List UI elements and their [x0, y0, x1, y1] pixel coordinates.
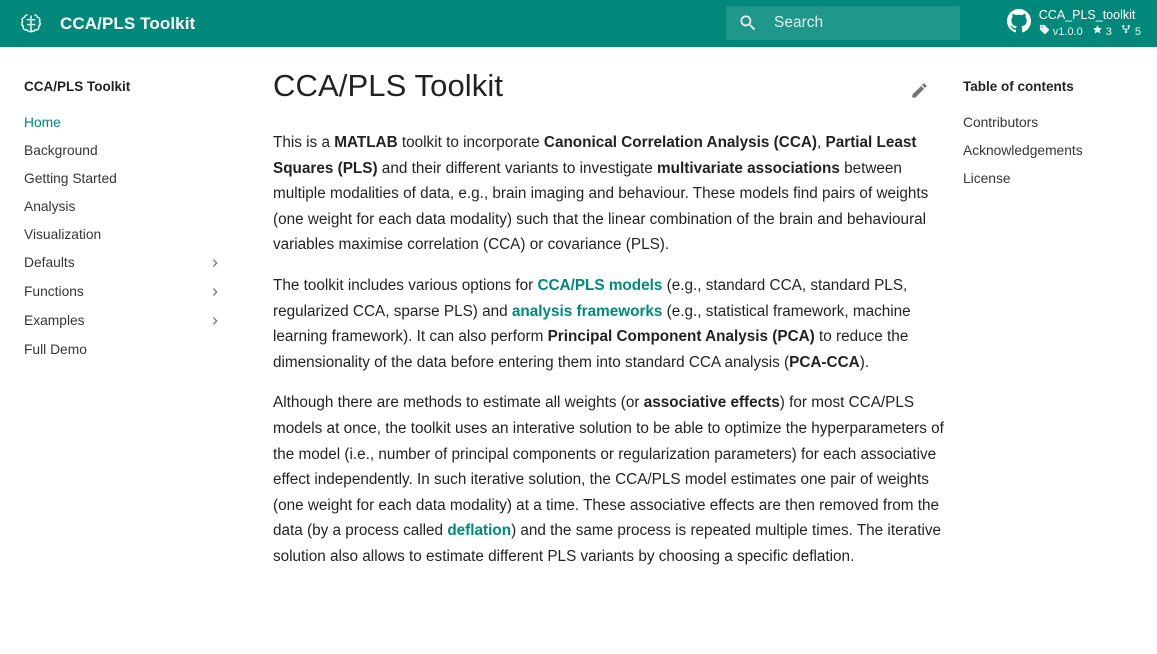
sidebar-item-label: Home: [24, 114, 61, 130]
pencil-edit-icon[interactable]: [910, 81, 929, 105]
repo-version: [1039, 24, 1083, 39]
repo-version-label: v1.0.0: [1052, 25, 1083, 38]
sidebar-item-label: Analysis: [24, 198, 76, 214]
chevron-right-icon[interactable]: [207, 313, 223, 329]
site-header: [0, 0, 1157, 47]
sidebar-item-label: Examples: [24, 313, 85, 328]
sidebar-item-examples[interactable]: [24, 306, 249, 335]
repo-name: CCA_PLS_toolkit: [1038, 8, 1136, 22]
emphasis-text: Partial Least Squares (PLS): [273, 134, 917, 177]
text-run: (e.g., statistical framework, machine learning framework). It can also perform: [273, 302, 911, 346]
text-run: between multiple modalities of data, e.g., brain imaging and behaviour. These models find pairs of weights (one weight for each data modality) such that the linear combination of the brain and behavioural variables maximise correlation (CCA) or covariance (PLS).: [273, 159, 929, 254]
fork-icon: [1121, 24, 1132, 39]
sidebar-item-full-demo[interactable]: [24, 335, 249, 363]
tag-icon: [1039, 24, 1050, 39]
repo-stars: [1092, 24, 1112, 39]
emphasis-text: associative effects: [643, 394, 780, 412]
page-title: CCA/PLS Toolkit: [273, 68, 504, 103]
sidebar-item-home[interactable]: [24, 108, 249, 136]
article-body: [273, 130, 949, 570]
paragraph: [273, 390, 949, 569]
text-run: to reduce the dimensionality of the data before entering them into standard CCA analysis (: [273, 328, 909, 371]
inline-link[interactable]: CCA/PLS models: [537, 276, 663, 294]
sidebar-item-defaults[interactable]: [24, 248, 249, 277]
emphasis-text: Principal Component Analysis (PCA): [547, 328, 815, 346]
inline-link[interactable]: deflation: [447, 522, 512, 540]
paragraph: [273, 130, 949, 258]
toc-list: [963, 108, 1139, 192]
primary-navigation: [0, 61, 249, 654]
sidebar-item-label: Getting Started: [24, 170, 117, 186]
main-content: [249, 61, 949, 654]
chevron-right-icon[interactable]: [207, 284, 223, 300]
github-icon: [1007, 9, 1031, 38]
page-title-row: [273, 61, 949, 130]
nav-title: CCA/PLS Toolkit: [24, 79, 131, 94]
sidebar-item-label: Full Demo: [24, 341, 87, 357]
text-run: ) and the same process is repeated multiple times. The iterative solution also allows to estimate different PLS variants by choosing a specific deflation.: [273, 522, 941, 565]
repo-link[interactable]: [1007, 7, 1141, 39]
sidebar-item-label: Background: [24, 142, 98, 158]
emphasis-text: multivariate associations: [657, 159, 840, 177]
text-run: and their different variants to investigate: [377, 159, 658, 177]
sidebar-item-label: Visualization: [24, 226, 102, 242]
page-body: [0, 47, 1157, 654]
text-run: This is a: [273, 134, 335, 151]
repo-stars-count: 3: [1105, 25, 1112, 38]
search-box[interactable]: [726, 6, 960, 40]
sidebar-item-visualization[interactable]: [24, 220, 249, 248]
emphasis-text: Canonical Correlation Analysis (CCA): [543, 134, 818, 151]
text-run: (e.g., standard CCA, standard PLS, regularized CCA, sparse PLS) and: [273, 276, 908, 320]
text-run: toolkit to incorporate: [397, 134, 544, 151]
text-run: ) for most CCA/PLS models at once, the toolkit uses an interative solution to be able to optimize the hyperparameters of the model (i.e., number of principal components or regularization parameters) for each associative effect independently. In such iterative solution, the CCA/PLS model estimates one pair of weights (one weight for each data modality) at a time. These associative effects are then removed from the data (by a process called: [273, 394, 944, 540]
text-run: ,: [817, 134, 826, 151]
repo-stats: [1039, 24, 1141, 39]
site-title: CCA/PLS Toolkit: [60, 13, 196, 33]
sidebar-item-functions[interactable]: [24, 277, 249, 306]
inline-link[interactable]: analysis frameworks: [511, 302, 663, 320]
toc-title: Table of contents: [963, 79, 1074, 94]
toc-item-acknowledgements[interactable]: Acknowledgements: [963, 142, 1083, 158]
chevron-right-icon[interactable]: [207, 255, 223, 271]
table-of-contents: [949, 61, 1139, 654]
sidebar-item-analysis[interactable]: [24, 192, 249, 220]
star-icon: [1092, 24, 1103, 39]
sidebar-item-label: Defaults: [24, 255, 75, 270]
text-run: The toolkit includes various options for: [273, 276, 538, 294]
toc-item-contributors[interactable]: Contributors: [963, 114, 1039, 130]
repo-forks: [1121, 24, 1141, 39]
sidebar-item-label: Functions: [24, 284, 84, 299]
nav-list: [24, 108, 249, 363]
repo-forks-count: 5: [1134, 25, 1141, 38]
paragraph: [273, 273, 949, 375]
sidebar-item-background[interactable]: [24, 136, 249, 164]
search-icon: [738, 13, 758, 33]
toc-item-license[interactable]: License: [963, 170, 1011, 186]
emphasis-text: PCA-CCA: [789, 353, 860, 371]
brain-logo-icon[interactable]: [16, 9, 46, 39]
text-run: Although there are methods to estimate all weights (or: [273, 394, 644, 412]
emphasis-text: MATLAB: [334, 134, 398, 151]
search-input[interactable]: [772, 13, 948, 33]
sidebar-item-getting-started[interactable]: [24, 164, 249, 192]
text-run: ).: [859, 353, 870, 371]
